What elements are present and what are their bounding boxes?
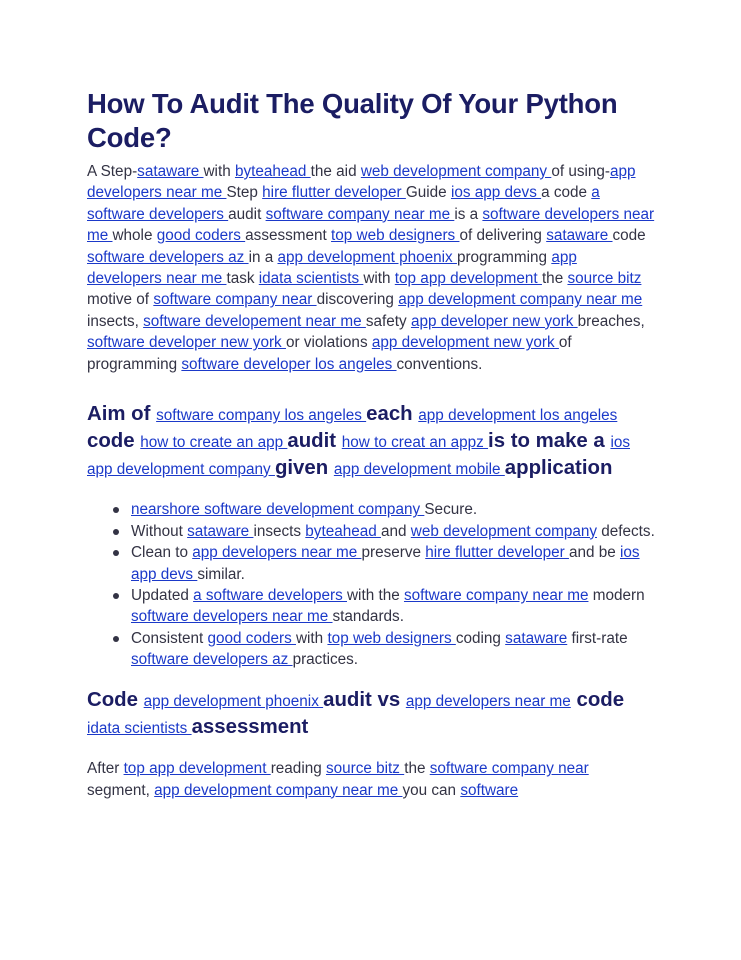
list-item-text: defects.: [597, 522, 655, 540]
link[interactable]: web development company: [360, 163, 552, 180]
link[interactable]: nearshore software development company: [131, 501, 425, 519]
list-item-text: similar.: [197, 565, 245, 583]
link[interactable]: sataware: [187, 522, 254, 540]
intro-text: of using-: [551, 163, 610, 180]
link[interactable]: app development mobile: [333, 460, 505, 478]
link[interactable]: a software developers: [87, 184, 600, 223]
link[interactable]: software developers az: [131, 651, 293, 669]
heading-text: assessment: [191, 715, 309, 738]
link[interactable]: software company near: [153, 291, 317, 309]
heading-text: code: [87, 429, 141, 452]
link[interactable]: software company near me: [403, 587, 589, 605]
heading-text: given: [274, 456, 334, 479]
link[interactable]: top app development: [394, 270, 542, 288]
section-heading-aim: [87, 402, 655, 482]
intro-text: A Step-: [87, 163, 138, 180]
intro-text: insects,: [87, 312, 144, 330]
link[interactable]: software: [460, 781, 519, 799]
link[interactable]: app development new york: [371, 334, 559, 352]
list-item-text: with: [295, 629, 328, 647]
intro-text: of delivering: [459, 227, 547, 245]
heading-text: audit vs: [323, 688, 406, 711]
intro-text: task: [226, 270, 259, 288]
intro-text: discovering: [316, 291, 399, 309]
link[interactable]: a software developers: [193, 587, 347, 605]
heading-text: Code: [87, 688, 144, 711]
link[interactable]: app development los angeles: [418, 407, 618, 425]
link[interactable]: idata scientists: [258, 270, 364, 288]
link[interactable]: source bitz: [325, 760, 405, 778]
link[interactable]: software company near: [429, 760, 589, 778]
list-item-text: practices.: [292, 651, 359, 669]
link[interactable]: top app development: [123, 760, 271, 778]
list-item-text: Secure.: [424, 501, 478, 519]
link[interactable]: software company los angeles: [156, 407, 367, 425]
link[interactable]: ios app development company: [87, 433, 630, 478]
intro-text: safety: [365, 312, 411, 330]
heading-text: audit: [287, 429, 342, 452]
intro-paragraph: [87, 161, 655, 375]
intro-text: assessment: [245, 227, 332, 245]
intro-text: code: [612, 227, 646, 245]
link[interactable]: ios app devs: [450, 184, 542, 202]
heading-text: code: [570, 688, 625, 711]
list-item-text: and be: [568, 544, 620, 562]
link[interactable]: app development phoenix: [277, 248, 457, 266]
link[interactable]: sataware: [546, 227, 613, 245]
link[interactable]: software developers near me: [131, 608, 333, 626]
intro-text: conventions.: [396, 355, 483, 373]
list-item-text: insects: [253, 522, 306, 540]
link[interactable]: top web designers: [327, 629, 456, 647]
link[interactable]: software company near me: [265, 205, 455, 223]
list-item: [131, 585, 655, 628]
after-text: the: [404, 760, 430, 778]
link[interactable]: web development company: [410, 522, 598, 540]
link[interactable]: software developement near me: [143, 312, 366, 330]
list-item: [131, 542, 655, 585]
link[interactable]: software developer new york: [87, 334, 286, 352]
list-item-text: Without: [131, 522, 188, 540]
link[interactable]: good coders: [207, 629, 296, 647]
intro-text: audit: [228, 205, 266, 223]
link[interactable]: sataware: [505, 629, 568, 647]
list-item-text: modern: [588, 587, 645, 605]
intro-text: with: [203, 163, 235, 180]
intro-text: in a: [248, 248, 278, 266]
intro-text: is a: [454, 205, 483, 223]
link[interactable]: app development company near me: [398, 291, 643, 309]
link[interactable]: software developers near me: [87, 205, 655, 245]
link[interactable]: software developers az: [87, 248, 249, 266]
link[interactable]: app development phoenix: [143, 692, 324, 710]
list-item-text: first-rate: [567, 629, 628, 647]
link[interactable]: app development company near me: [154, 781, 403, 799]
link[interactable]: app developer new york: [410, 312, 578, 330]
after-text: After: [87, 760, 124, 778]
document-page: [87, 0, 655, 801]
list-item-text: Consistent: [131, 629, 208, 647]
intro-text: breaches,: [577, 312, 645, 330]
bullet-list: [87, 499, 655, 670]
intro-text: or violations: [285, 334, 372, 352]
link[interactable]: good coders: [156, 227, 246, 245]
link[interactable]: ios app devs: [131, 544, 640, 583]
link[interactable]: sataware: [137, 163, 204, 180]
list-item: [131, 628, 655, 671]
after-text: segment,: [87, 781, 155, 799]
intro-text: whole: [112, 227, 157, 245]
intro-text: with: [363, 270, 395, 288]
list-item-text: coding: [455, 629, 506, 647]
intro-text: Guide: [405, 184, 451, 202]
list-item-text: and: [381, 522, 411, 540]
heading-text: each: [366, 403, 419, 426]
heading-text: is to make a: [488, 429, 611, 452]
link[interactable]: how to create an app: [140, 433, 288, 451]
link[interactable]: how to creat an appz: [341, 433, 489, 451]
link[interactable]: app developers near me: [405, 692, 571, 710]
link[interactable]: hire flutter developer: [425, 544, 569, 562]
list-item: [131, 521, 655, 542]
link[interactable]: app developers near me: [87, 248, 577, 288]
intro-text: motive of: [87, 291, 154, 309]
after-text: you can: [402, 781, 461, 799]
link[interactable]: app developers near me: [192, 544, 362, 562]
list-item: [131, 499, 655, 520]
link[interactable]: byteahead: [234, 163, 311, 180]
link[interactable]: hire flutter developer: [262, 184, 406, 202]
intro-text: the: [541, 270, 568, 288]
intro-text: programming: [456, 248, 552, 266]
after-text: reading: [270, 760, 326, 778]
link[interactable]: top web designers: [331, 227, 460, 245]
link[interactable]: byteahead: [305, 522, 381, 540]
link[interactable]: software developer los angeles: [181, 355, 397, 373]
intro-text: the aid: [310, 163, 361, 180]
section-heading-code: [87, 688, 655, 742]
link[interactable]: app developers near me: [87, 163, 636, 202]
heading-text: Aim of: [87, 403, 157, 426]
list-item-text: preserve: [361, 544, 426, 562]
link[interactable]: idata scientists: [87, 719, 192, 737]
after-paragraph: [87, 758, 655, 801]
intro-text: of programming: [87, 334, 572, 373]
intro-text: a code: [541, 184, 592, 202]
heading-text: application: [504, 456, 613, 479]
list-item-text: standards.: [332, 608, 404, 626]
intro-text: Step: [226, 184, 263, 202]
page-title: How To Audit The Quality Of Your Python Code?: [87, 88, 618, 153]
list-item-text: Clean to: [131, 544, 193, 562]
list-item-text: Updated: [131, 587, 194, 605]
list-item-text: with the: [347, 587, 404, 605]
link[interactable]: source bitz: [567, 270, 642, 288]
